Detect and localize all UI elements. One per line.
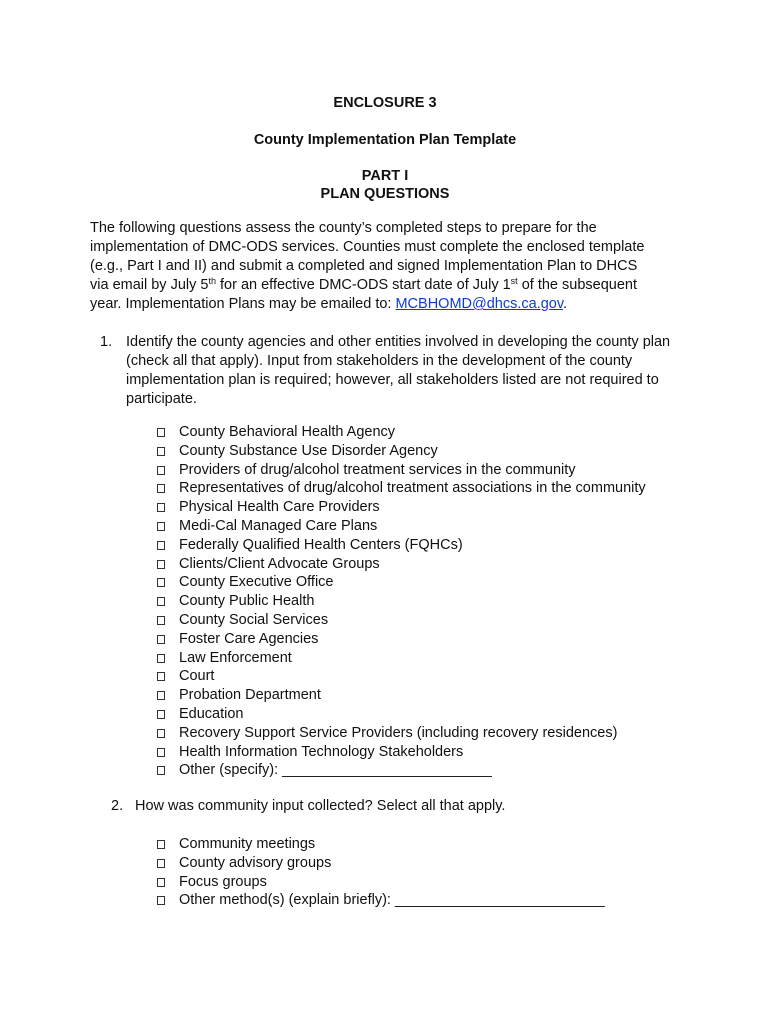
- checklist-item: [157, 442, 646, 461]
- checkbox[interactable]: [157, 840, 165, 849]
- checkbox[interactable]: [157, 896, 165, 905]
- option-label: Health Information Technology Stakeholders: [179, 743, 464, 760]
- checklist-item: [157, 517, 646, 536]
- checklist-item: [157, 479, 646, 498]
- option-label: Providers of drug/alcohol treatment services in the community: [179, 461, 576, 478]
- checklist-item: [157, 891, 605, 910]
- intro-line: [90, 295, 690, 314]
- question-text: [135, 797, 505, 816]
- checklist-item: [157, 555, 646, 574]
- option-label: Community meetings: [179, 836, 316, 852]
- option-label: County Behavioral Health Agency: [179, 424, 396, 440]
- checkbox[interactable]: [157, 560, 165, 569]
- intro-text: via email by July 5: [90, 277, 209, 293]
- intro-text: for an effective DMC-ODS start date of July 1: [215, 277, 511, 293]
- intro-line: implementation of DMC-ODS services. Counties must complete the enclosed template: [90, 239, 645, 255]
- checkbox[interactable]: [157, 729, 165, 738]
- question-number: 1.: [100, 334, 113, 350]
- checkbox[interactable]: [157, 616, 165, 625]
- checklist-item: [157, 649, 646, 668]
- checkbox[interactable]: [157, 503, 165, 512]
- checklist-item: [157, 686, 646, 705]
- option-label: County Social Services: [179, 611, 329, 628]
- checkbox[interactable]: [157, 878, 165, 887]
- option-label: County Public Health: [179, 593, 315, 610]
- question-1: [100, 333, 700, 413]
- checklist-item: [157, 461, 646, 480]
- option-label: Recovery Support Service Providers (including recovery residences): [179, 724, 618, 741]
- intro-line: [90, 276, 690, 295]
- ordinal-suffix: th: [208, 276, 216, 286]
- part-heading: PART I: [361, 168, 409, 184]
- checklist-item: [157, 630, 646, 649]
- option-label: County Substance Use Disorder Agency: [179, 442, 438, 459]
- input-method-checklist: [157, 835, 605, 910]
- checklist-item: [157, 611, 646, 630]
- intro-text: of the subsequent: [517, 277, 638, 293]
- checkbox[interactable]: [157, 484, 165, 493]
- checklist-item: [157, 705, 646, 724]
- ordinal-suffix: st: [510, 276, 518, 286]
- intro-paragraph: [90, 219, 690, 314]
- checklist-item: [157, 873, 605, 892]
- question-line: How was community input collected? Select all that apply.: [135, 798, 506, 814]
- checklist-item: [157, 743, 646, 762]
- question-2: [111, 797, 671, 817]
- checkbox[interactable]: [157, 672, 165, 681]
- checkbox[interactable]: [157, 635, 165, 644]
- option-label: Education: [179, 705, 244, 722]
- checklist-item: [157, 724, 646, 743]
- checklist-item: [157, 423, 646, 442]
- option-label: Other method(s) (explain briefly): __________________________: [179, 892, 605, 909]
- checklist-item: [157, 536, 646, 555]
- section-heading: PLAN QUESTIONS: [320, 186, 450, 202]
- checkbox[interactable]: [157, 766, 165, 775]
- checklist-item: [157, 592, 646, 611]
- checkbox[interactable]: [157, 597, 165, 606]
- stakeholder-checklist: [157, 423, 646, 780]
- option-label: Foster Care Agencies: [179, 630, 319, 647]
- option-label: Physical Health Care Providers: [179, 499, 380, 516]
- option-label: Law Enforcement: [179, 649, 292, 666]
- intro-line: (e.g., Part I and II) and submit a completed and signed Implementation Plan to DHCS: [90, 258, 638, 274]
- checkbox[interactable]: [157, 654, 165, 663]
- option-label: Clients/Client Advocate Groups: [179, 555, 380, 572]
- checkbox[interactable]: [157, 428, 165, 437]
- checkbox[interactable]: [157, 447, 165, 456]
- checklist-item: [157, 835, 605, 854]
- checkbox[interactable]: [157, 522, 165, 531]
- option-label: Focus groups: [179, 873, 267, 890]
- option-label: Other (specify): __________________________: [179, 762, 492, 779]
- enclosure-heading: ENCLOSURE 3: [333, 95, 437, 111]
- option-label: County advisory groups: [179, 854, 332, 871]
- option-label: Medi-Cal Managed Care Plans: [179, 517, 378, 534]
- option-label: County Executive Office: [179, 574, 334, 591]
- question-line: implementation plan is required; however, all stakeholders listed are not required to: [126, 372, 659, 388]
- intro-text: .: [563, 296, 568, 312]
- option-label: Court: [179, 668, 215, 685]
- checkbox[interactable]: [157, 691, 165, 700]
- question-text: [126, 333, 670, 409]
- question-line: Identify the county agencies and other entities involved in developing the county plan: [126, 334, 671, 350]
- question-number: 2.: [111, 798, 124, 814]
- option-label: Probation Department: [179, 687, 321, 704]
- checklist-item: [157, 761, 646, 780]
- checklist-item: [157, 498, 646, 517]
- question-line: (check all that apply). Input from stakeholders in the development of the county: [126, 353, 633, 369]
- checkbox[interactable]: [157, 748, 165, 757]
- checkbox[interactable]: [157, 466, 165, 475]
- option-label: Federally Qualified Health Centers (FQHCs): [179, 536, 463, 553]
- intro-line: The following questions assess the county’s completed steps to prepare for the: [90, 220, 597, 236]
- checkbox[interactable]: [157, 541, 165, 550]
- checkbox[interactable]: [157, 859, 165, 868]
- checklist-item: [157, 573, 646, 592]
- email-link[interactable]: MCBHOMD@dhcs.ca.gov: [395, 296, 564, 312]
- intro-text: year. Implementation Plans may be emailed to:: [90, 296, 396, 312]
- document-title: County Implementation Plan Template: [253, 132, 517, 148]
- checkbox[interactable]: [157, 710, 165, 719]
- question-line: participate.: [126, 391, 197, 407]
- option-label: Representatives of drug/alcohol treatment associations in the community: [179, 480, 646, 497]
- checkbox[interactable]: [157, 578, 165, 587]
- checklist-item: [157, 667, 646, 686]
- checklist-item: [157, 854, 605, 873]
